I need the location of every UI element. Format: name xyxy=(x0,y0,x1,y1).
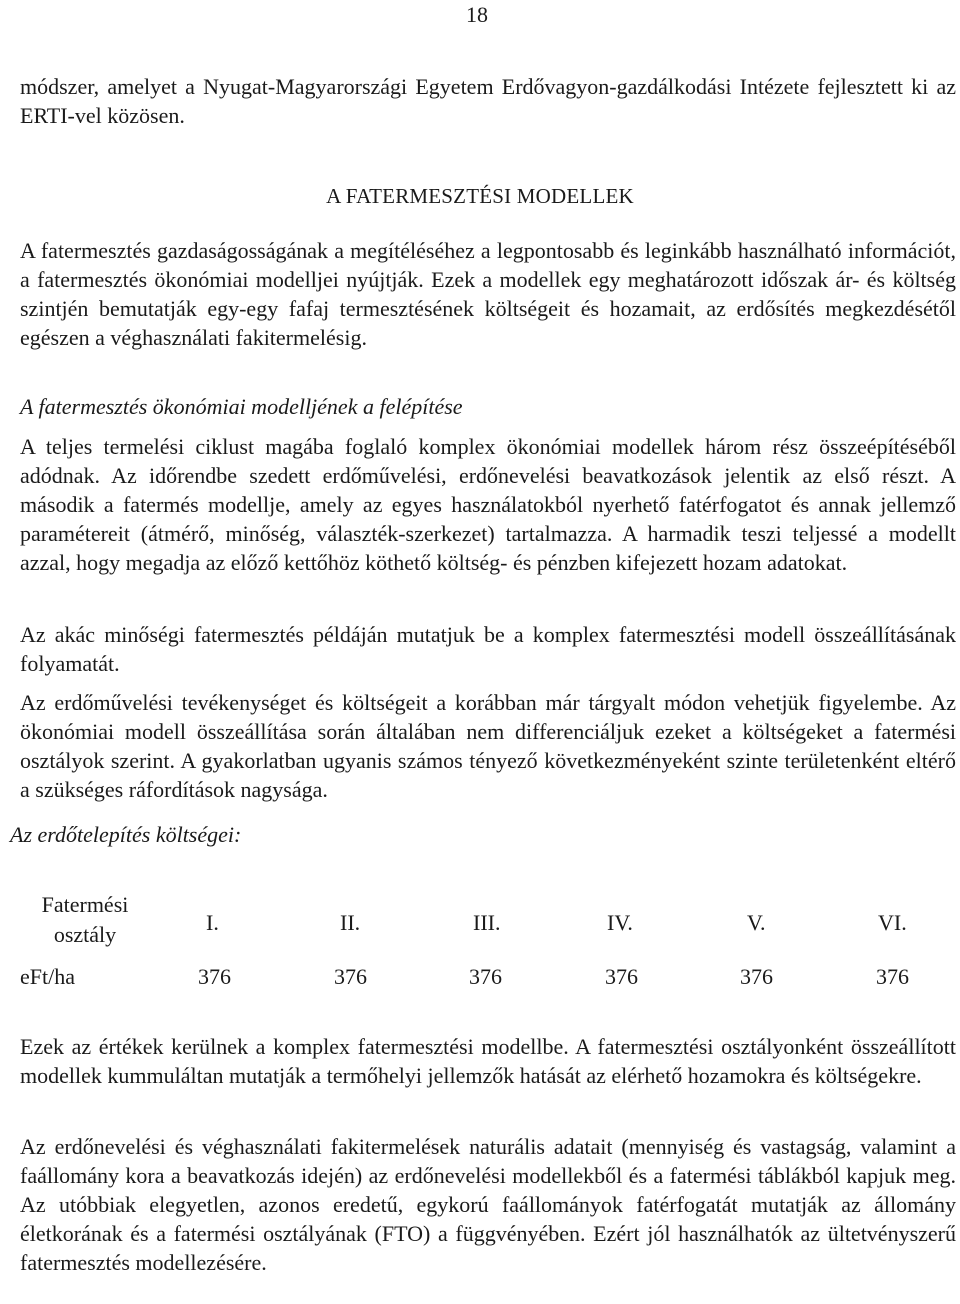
class-header-1: I. xyxy=(206,910,219,935)
value-3: 376 xyxy=(469,964,502,989)
paragraph-2: A teljes termelési ciklust magába foglaló komplex ökonómiai modellek három rész összeépítéséből adódnak. Az időrendbe szedett erdőművelési, erdőnevelési beavatkozások jelentik az első részt. A második a fatermés modellje, amely az egyes használatokból nyerhető fatérfogatot és annak jellemző paramétereit (átmérő, minőség, választék-szerkezet) tartalmazza. A harmadik teszi teljessé a modellt azzal, hogy megadja az előző kettőhöz köthető költség- és pénzben kifejezett hozam adatokat. xyxy=(20,434,956,575)
paragraph-3: Az akác minőségi fatermesztés példáján mutatjuk be a komplex fatermesztési modell összeállításának folyamatát. xyxy=(20,622,956,676)
paragraph-6: Az erdőnevelési és véghasználati fakitermelések naturális adatait (mennyiség és vastagság, valamint a faállomány kora a beavatkozás idején) az erdőnevelési modellekből és a fatermési táblákból kapjuk meg. Az utóbbiak elegyetlen, azonos eredetű, egykorú faállományok fatérfogatát mutatják az állomány életkorának és a fatermési osztályának (FTO) a függvényében. Ezért jól használhatók az ültetvényszerű fatermesztés modellezésére. xyxy=(20,1134,956,1275)
value-4: 376 xyxy=(605,964,638,989)
paragraph-1: A fatermesztés gazdaságosságának a megítéléséhez a legpontosabb és leginkább használható információt, a fatermesztés ökonómiai modelljei nyújtják. Ezek a modellek egy meghatározott időszak ár- és költség szintjén bemutatják egy-egy fafaj termesztésének költségeit és hozamait, az erdősítés megkezdésétől egészen a véghasználati fakitermelésig. xyxy=(20,238,956,350)
class-header-6: VI. xyxy=(878,910,907,935)
class-header-4: IV. xyxy=(607,910,633,935)
value-5: 376 xyxy=(740,964,773,989)
value-2: 376 xyxy=(334,964,367,989)
row-label: eFt/ha xyxy=(20,964,75,989)
header-label-line1: Fatermési xyxy=(41,892,129,917)
class-header-5: V. xyxy=(747,910,766,935)
value-1: 376 xyxy=(198,964,231,989)
page-number: 18 xyxy=(466,2,488,27)
intro-paragraph: módszer, amelyet a Nyugat-Magyarországi Egyetem Erdővagyon-gazdálkodási Intézete fejlesztett ki az ERTI-vel közösen. xyxy=(20,74,956,128)
paragraph-5: Ezek az értékek kerülnek a komplex fatermesztési modellbe. A fatermesztési osztályonként összeállított modellek kummuláltan mutatják a termőhelyi jellemzők hatását az elérhető hozamokra és költségekre. xyxy=(20,1034,956,1088)
table-caption: Az erdőtelepítés költségei: xyxy=(10,822,242,847)
subheading: A fatermesztés ökonómiai modelljének a felépítése xyxy=(20,394,463,419)
cost-table xyxy=(0,890,960,1000)
class-header-3: III. xyxy=(473,910,501,935)
paragraph-4: Az erdőművelési tevékenységet és költségeit a korábban már tárgyalt módon vehetjük figyelembe. Az ökonómiai modell összeállítása során általában nem differenciáljuk ezeket a költségeket a fatermési osztályok szerint. A gyakorlatban ugyanis számos tényező következményeként szinte területenként eltérő a szükséges ráfordítások nagysága. xyxy=(20,690,956,802)
class-header-2: II. xyxy=(340,910,361,935)
section-heading: A FATERMESZTÉSI MODELLEK xyxy=(326,184,634,208)
value-6: 376 xyxy=(876,964,909,989)
header-label-line2: osztály xyxy=(53,922,117,947)
table-header-label xyxy=(30,890,140,950)
